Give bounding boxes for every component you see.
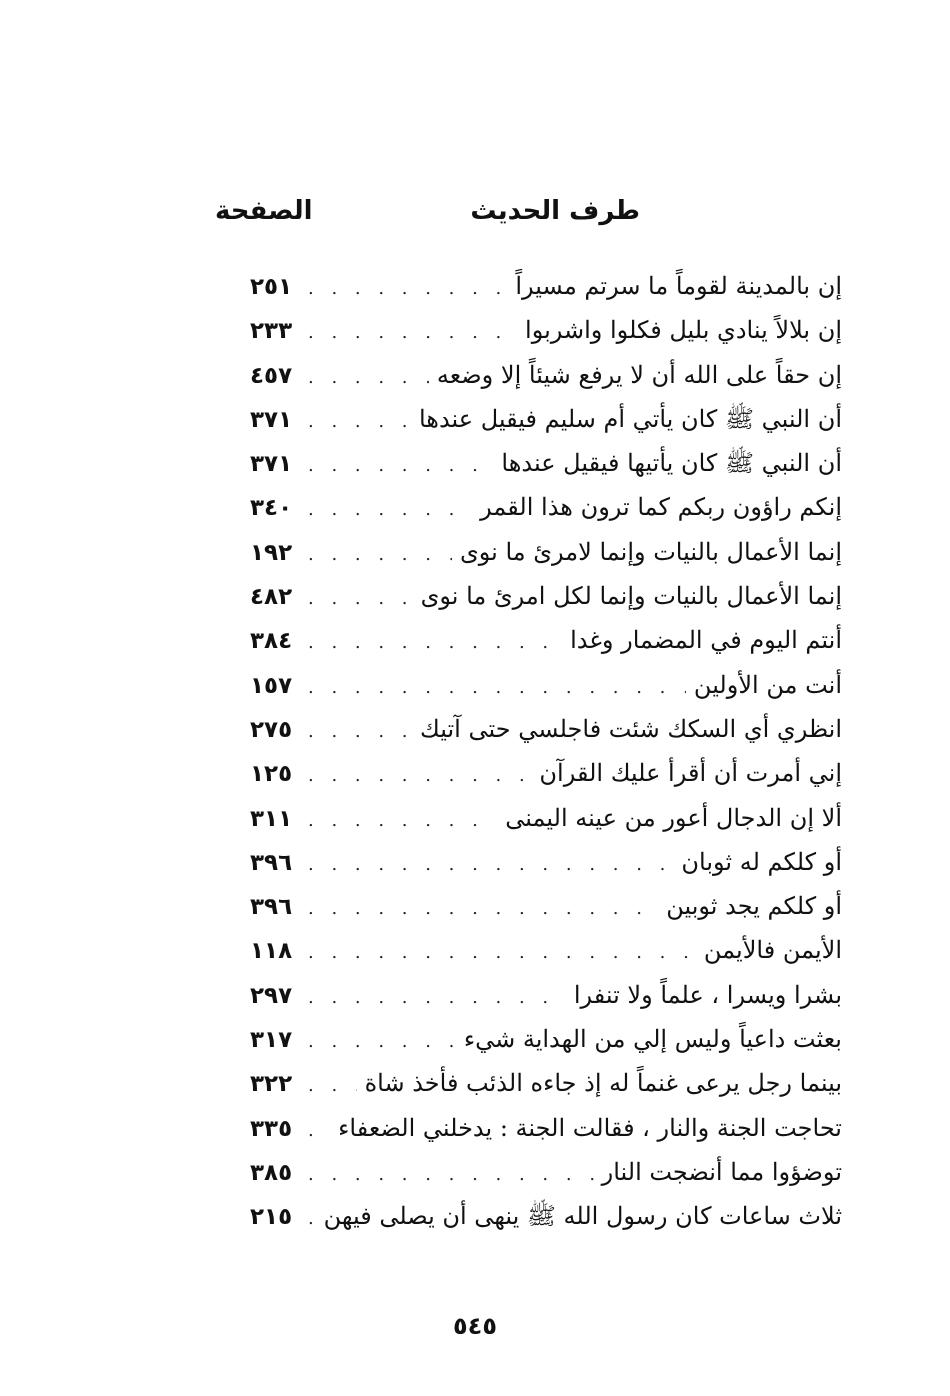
index-entry	[250, 796, 842, 840]
dot-leader	[308, 400, 411, 444]
dot-leader	[308, 710, 412, 754]
hadith-text: إنما الأعمال بالنيات وإنما لامرئ ما نوى	[459, 537, 842, 566]
dot-leader	[308, 311, 517, 355]
hadith-text: إنكم راؤون ربكم كما ترون هذا القمر	[480, 493, 842, 522]
entry-page-number: ٣٣٥	[250, 1115, 293, 1142]
page-number: ٥٤٥	[453, 1312, 497, 1340]
index-entry	[250, 530, 842, 574]
hadith-text: انظري أي السكك شئت فاجلسي حتى آتيك	[420, 714, 842, 743]
hadith-text: تحاجت الجنة والنار ، فقالت الجنة : يدخلني الضعفاء	[338, 1113, 842, 1142]
index-entry	[250, 1061, 842, 1105]
entry-page-number: ٣٧١	[250, 406, 293, 433]
dot-leader	[308, 1064, 357, 1108]
dot-leader	[308, 1020, 456, 1064]
hadith-text: أنتم اليوم في المضمار وغدا	[570, 626, 842, 655]
dot-leader	[308, 666, 686, 710]
index-entry	[250, 707, 842, 751]
entry-page-number: ١٩٢	[250, 539, 293, 566]
dot-leader	[308, 1153, 594, 1197]
entry-page-number: ٢٥١	[250, 274, 293, 300]
dot-leader	[308, 931, 696, 975]
index-entry	[250, 397, 842, 441]
dot-leader	[308, 887, 658, 931]
entry-page-number: ٣٧١	[250, 451, 293, 478]
hadith-text: أن النبي ﷺ كان يأتي أم سليم فيقيل عندها	[418, 404, 842, 433]
dot-leader	[308, 533, 452, 577]
index-entry	[250, 751, 842, 795]
entry-page-number: ٣٩٦	[250, 894, 293, 921]
index-entry	[250, 574, 842, 618]
entry-page-number: ١٢٥	[250, 761, 293, 788]
dot-leader	[308, 577, 413, 621]
index-entry	[250, 840, 842, 884]
entry-page-number: ٣٨٤	[250, 628, 293, 655]
entry-page-number: ٣٢٢	[250, 1071, 293, 1098]
entry-page-number: ٢٣٣	[250, 318, 293, 345]
page-column-heading: الصفحة	[215, 196, 313, 226]
dot-leader	[308, 1197, 316, 1241]
entry-page-number: ١١٨	[250, 938, 293, 965]
hadith-text: أن النبي ﷺ كان يأتيها فيقيل عندها	[501, 449, 842, 478]
hadith-text: بشرا ويسرا ، علماً ولا تنفرا	[573, 980, 842, 1009]
hadith-column-heading: طرف الحديث	[470, 196, 640, 226]
index-entry	[250, 973, 842, 1017]
hadith-text: بينما رجل يرعى غنماً له إذ جاءه الذئب فأخذ شاة	[364, 1069, 842, 1098]
index-entry	[250, 264, 842, 308]
hadith-text: الأيمن فالأيمن	[703, 936, 842, 965]
hadith-text: أنت من الأولين	[693, 670, 842, 699]
entry-page-number: ٣١٧	[250, 1027, 293, 1054]
hadith-text: إن بالمدينة لقوماً ما سرتم مسيراً	[515, 272, 842, 300]
index-entry	[250, 1194, 842, 1238]
entry-page-number: ٢٧٥	[250, 716, 293, 743]
hadith-text: إن بلالاً ينادي بليل فكلوا واشربوا	[525, 316, 842, 345]
dot-leader	[308, 843, 673, 887]
hadith-text: أو كلكم له ثوبان	[681, 847, 842, 876]
hadith-text: إن حقاً على الله أن لا يرفع شيئاً إلا وضعه	[436, 360, 842, 389]
index-entry	[250, 1106, 842, 1150]
entry-page-number: ١٥٧	[250, 672, 293, 699]
hadith-text: أو كلكم يجد ثوبين	[666, 892, 842, 921]
dot-leader	[308, 444, 493, 488]
index-entry	[250, 928, 842, 972]
dot-leader	[308, 754, 531, 798]
entry-page-number: ٣٤٠	[250, 495, 293, 522]
entry-page-number: ٣٨٥	[250, 1159, 293, 1186]
dot-leader	[308, 621, 562, 665]
entry-page-number: ٢١٥	[250, 1204, 293, 1231]
hadith-text: ألا إن الدجال أعور من عينه اليمنى	[505, 803, 842, 832]
index-entry	[250, 308, 842, 352]
dot-leader	[308, 1109, 330, 1153]
index-entry	[250, 1017, 842, 1061]
entry-page-number: ٤٥٧	[250, 362, 293, 389]
index-entry	[250, 441, 842, 485]
dot-leader	[308, 488, 472, 532]
index-entry	[250, 353, 842, 397]
hadith-text: ثلاث ساعات كان رسول الله ﷺ ينهى أن يصلى فيهن	[323, 1202, 842, 1231]
entry-page-number: ٢٩٧	[250, 982, 293, 1009]
entry-page-number: ٣١١	[250, 805, 293, 832]
hadith-text: إني أمرت أن أقرأ عليك القرآن	[539, 759, 842, 788]
index-entry	[250, 618, 842, 662]
entry-page-number: ٤٨٢	[250, 584, 293, 611]
entry-page-number: ٣٩٦	[250, 849, 293, 876]
hadith-text: إنما الأعمال بالنيات وإنما لكل امرئ ما نوى	[420, 582, 842, 611]
hadith-text: بعثت داعياً وليس إلي من الهداية شيء	[463, 1025, 842, 1054]
dot-leader	[308, 976, 566, 1020]
index-entry	[250, 663, 842, 707]
index-entry	[250, 485, 842, 529]
index-header	[215, 196, 845, 236]
index-entry	[250, 884, 842, 928]
index-entry	[250, 1150, 842, 1194]
dot-leader	[308, 267, 507, 311]
dot-leader	[308, 799, 497, 843]
dot-leader	[308, 356, 429, 400]
index-entries-list	[250, 264, 842, 1239]
hadith-text: توضؤوا مما أنضجت النار	[601, 1157, 842, 1186]
